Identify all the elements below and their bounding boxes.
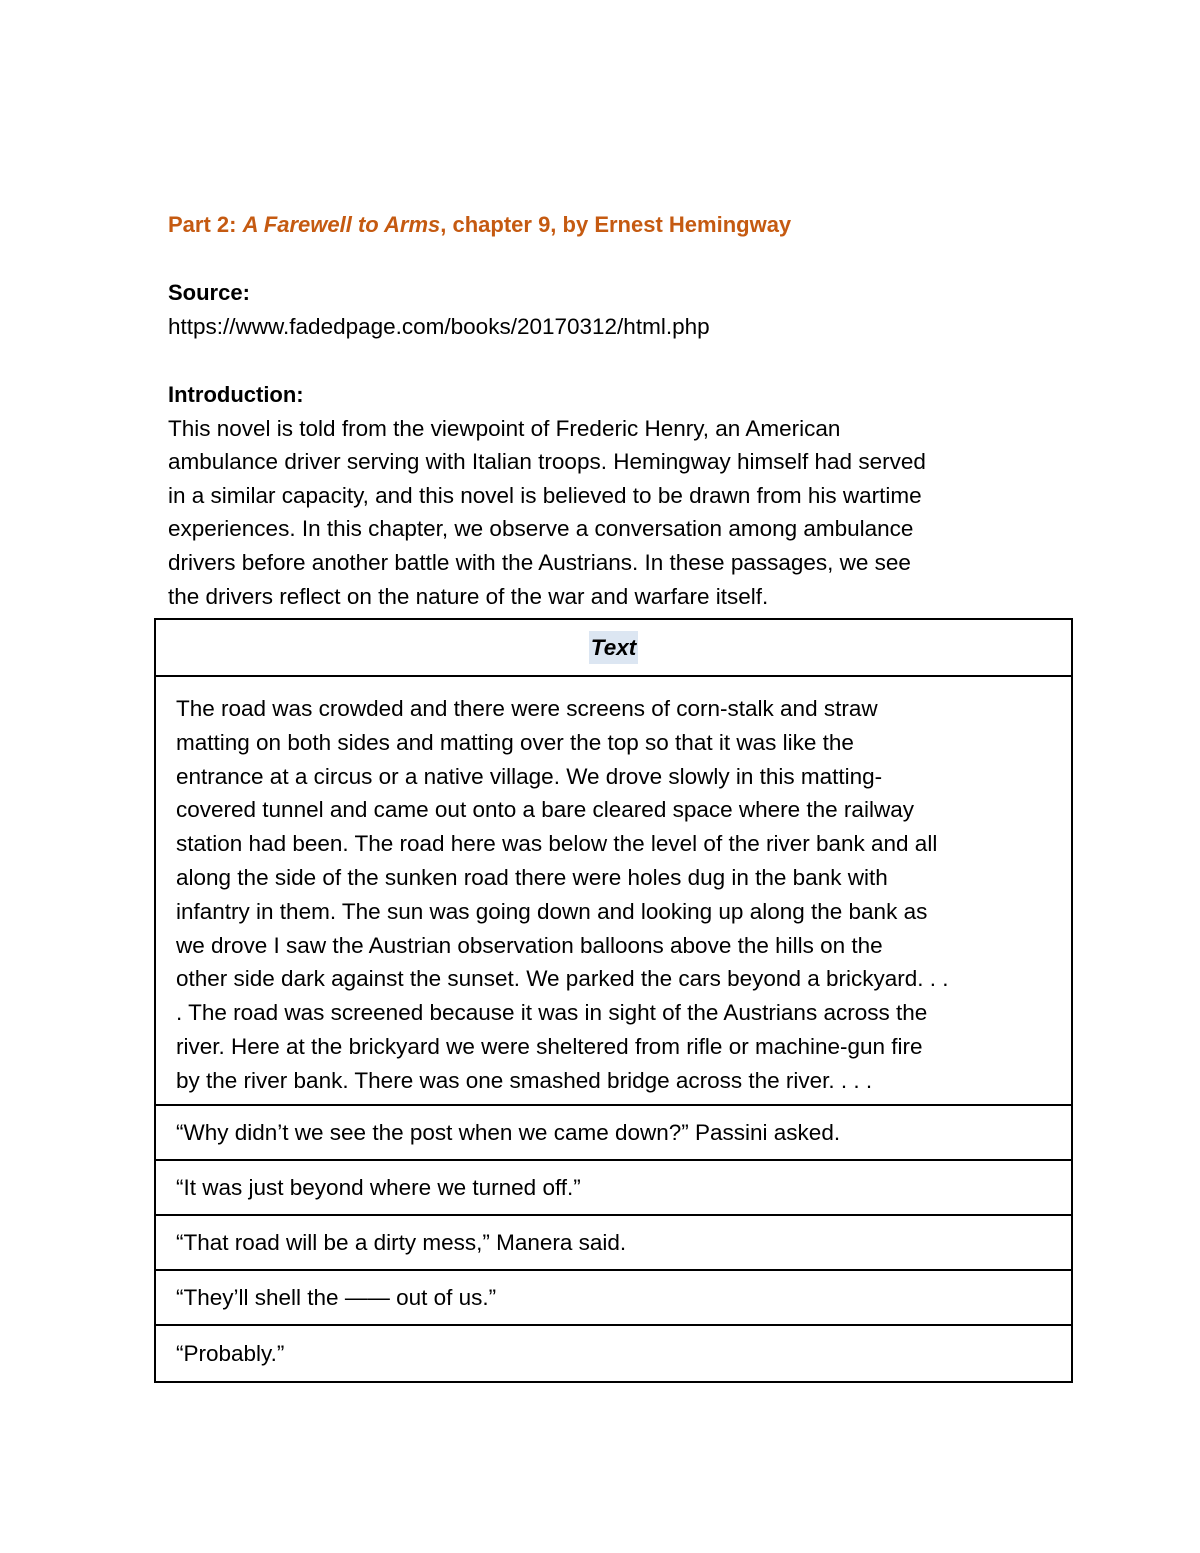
document-page [168,208,1048,613]
intro-line: ambulance driver serving with Italian troops. Hemingway himself had served [168,449,926,475]
passage-line: other side dark against the sunset. We parked the cars beyond a brickyard. . . [176,966,949,992]
intro-line: the drivers reflect on the nature of the war and warfare itself. [168,583,769,609]
passage-line: The road was crowded and there were screens of corn-stalk and straw [176,696,878,721]
dialogue-row: “They’ll shell the —— out of us.” [156,1271,1071,1326]
page-title [168,208,1048,242]
passage-line: we drove I saw the Austrian observation balloons above the hills on the [176,932,883,958]
table-header [156,620,1071,677]
dialogue-row: “That road will be a dirty mess,” Manera said. [156,1216,1071,1271]
source-label: Source: [168,280,250,305]
passage-line: station had been. The road here was below the level of the river bank and all [176,831,938,857]
passage-line: infantry in them. The sun was going down and looking up along the bank as [176,898,928,924]
introduction-label: Introduction: [168,381,304,407]
passage-line: along the side of the sunken road there were holes dug in the bank with [176,864,888,890]
passage-line: river. Here at the brickyard we were sheltered from rifle or machine-gun fire [176,1033,923,1059]
title-rest: , chapter 9, by Ernest Hemingway [440,212,792,237]
passage-line: by the river bank. There was one smashed bridge across the river. . . . [176,1067,873,1093]
passage-line: entrance at a circus or a native village. We drove slowly in this matting- [176,763,883,789]
intro-line: This novel is told from the viewpoint of Frederic Henry, an American [168,415,841,441]
intro-line: experiences. In this chapter, we observe a conversation among ambulance [168,516,914,542]
source-url: https://www.fadedpage.com/books/20170312/html.php [168,314,710,339]
passage-line: . The road was screened because it was in sight of the Austrians across the [176,1000,928,1026]
table-header-label: Text [589,631,638,665]
intro-line: in a similar capacity, and this novel is believed to be drawn from his wartime [168,482,922,508]
passage-row [156,677,1071,1106]
introduction-text [168,412,1048,614]
text-table [154,618,1073,1383]
title-book: A Farewell to Arms [242,212,441,237]
dialogue-row: “Probably.” [176,1340,285,1366]
title-part: Part 2: [168,212,237,237]
intro-line: drivers before another battle with the Austrians. In these passages, we see [168,549,911,575]
dialogue-row: “Why didn’t we see the post when we came down?” Passini asked. [156,1106,1071,1161]
dialogue-row: “It was just beyond where we turned off.” [156,1161,1071,1216]
passage-line: matting on both sides and matting over the top so that it was like the [176,729,854,755]
passage-line: covered tunnel and came out onto a bare cleared space where the railway [176,797,914,823]
